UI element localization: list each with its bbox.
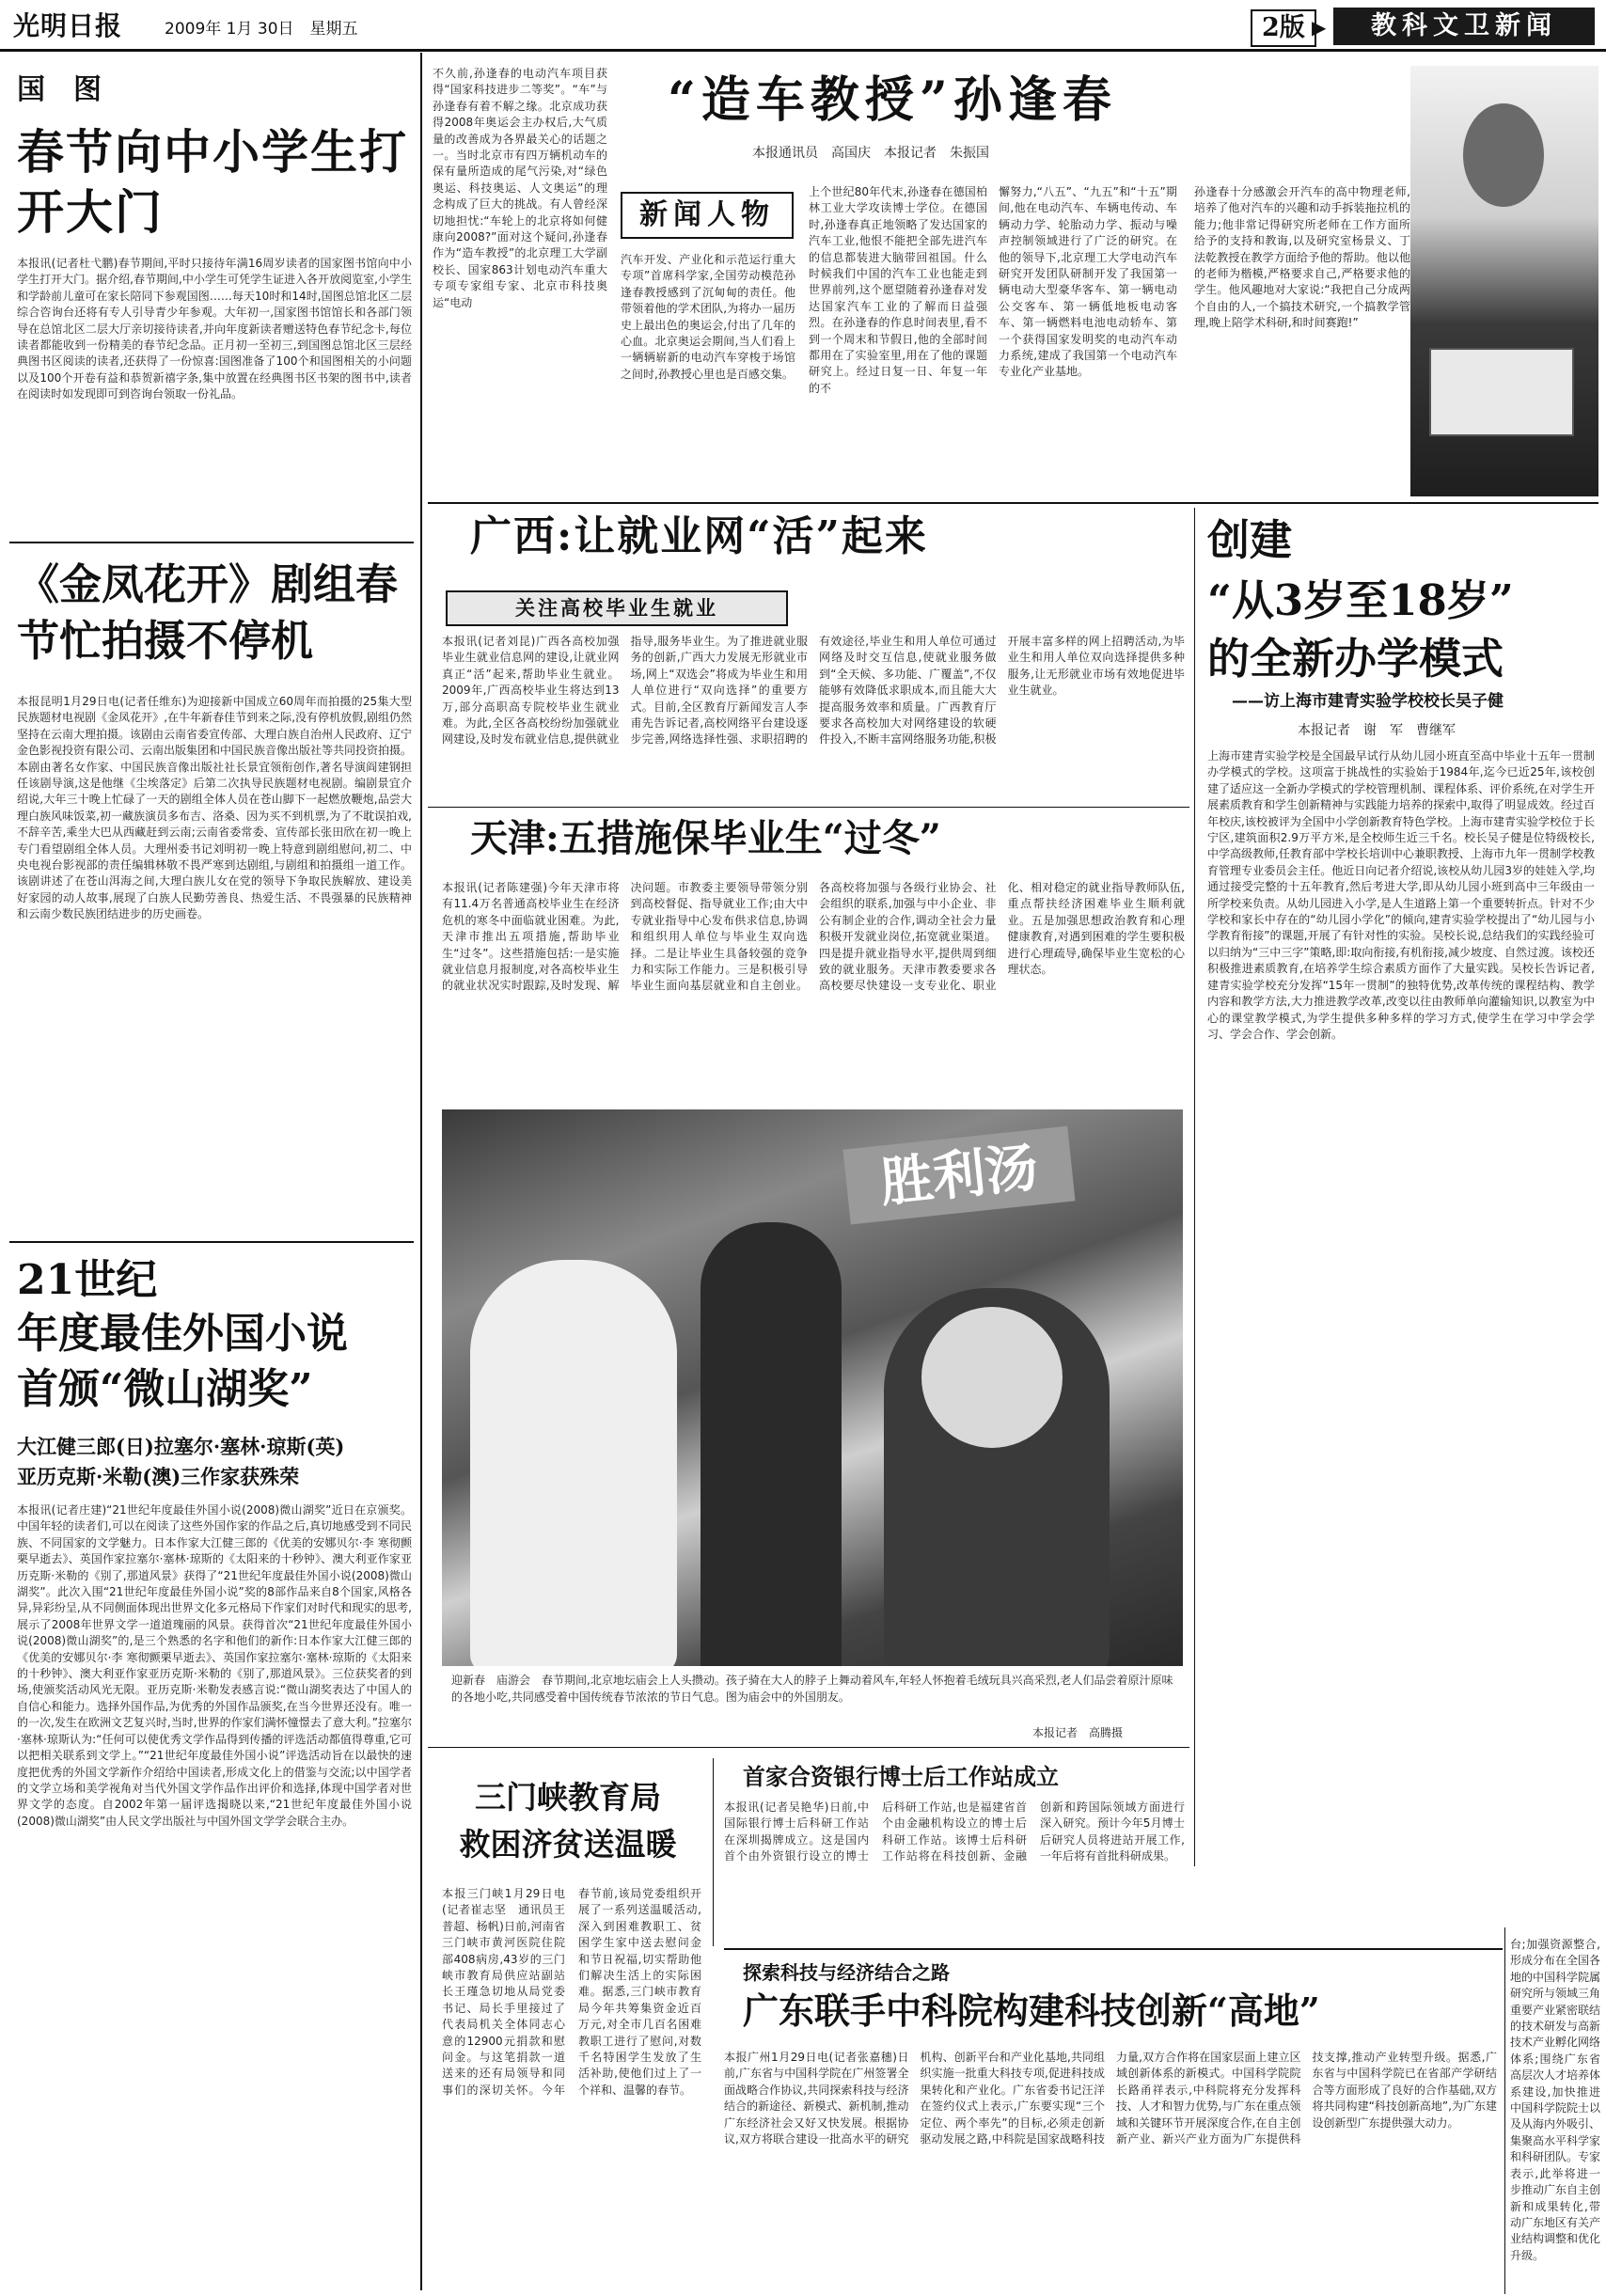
photo-caption: 迎新春 庙游会 春节期间,北京地坛庙会上人头攒动。孩子骑在大人的脖子上舞动着风车,年轻人怀抱着毛绒玩具兴高采烈,老人们品尝着原汁原味的各地小吃,共同感受着中国传统春节浓浓的节日气息。图为庙会中的外国朋友。 <box>451 1674 1173 1704</box>
article-divider <box>9 542 414 543</box>
photo-credit: 本报记者 高腾摄 <box>1032 1726 1124 1739</box>
article-divider <box>428 807 1189 808</box>
issue-date: 2009年 1月 30日 星期五 <box>165 20 358 39</box>
article-title: 天津:五措施保毕业生“过冬” <box>470 816 941 860</box>
article-title: 创建 <box>1207 515 1293 565</box>
article-byline: 本报记者 谢 军 曹继军 <box>1298 723 1456 738</box>
article-body: 本报讯(记者庄建)“21世纪年度最佳外国小说(2008)微山湖奖”近日在京颁奖。中国年轻的读者们,可以在阅读了这些外国作家的作品之后,真切地感受到不同民族、不同国家的文学魅力。日本作家大江健三郎的《优美的安娜贝尔·李 寒彻颤栗早逝去》、英国作家拉塞尔·塞林·琼斯的《太阳来的十秒钟》、澳大利亚作家亚历克斯·米勒的《别了,那道风景》获得了“21世纪年度最佳外国小说(2008)微山湖奖”。此次入围“21世纪年度最佳外国小说”奖的8部作品来自8个国家,风格各异,异彩纷呈,从不同侧面体现出世界文化多元格局下作家们对时代和现实的思考,展示了2008年世界文学一道道瑰丽的风景。获得首次“21世纪年度最佳外国小说(2008)微山湖奖”的,是三个熟悉的名字和他们的新作:日本作家大江健三郎的《优美的安娜贝尔·李 寒彻颤栗早逝去》、英国作家拉塞尔·塞林·琼斯的《太阳来的十秒钟》、澳大利亚作家亚历克斯·米勒的《别了,那道风景》。三位获奖者的到场,使颁奖活动风光无限。亚历克斯·米勒发表感言说:“微山湖奖表达了中国人的自信心和能力。选择外国作品,为优秀的外国作品颁奖,在当今世界还没有。唯一的一次,发生在欧洲文艺复兴时,当时,世界的作家们满怀憧憬去了意大利。”拉塞尔·塞林·琼斯认为:“任何可以使优秀文学作品得到传播的评选活动都值得尊重,它可以把相关联系到文学上。”“21世纪年度最佳外国小说”评选活动旨在以最快的速度把优秀的外国文学新作介绍给中国读者,形成文化上的借鉴与交流;以中国学者的文学立场和美学视角对当代外国文学作品作出评价和选择,体现中国学者对世界文学的态度。自2002年第一届评选揭晓以来,“21世纪年度最佳外国小说(2008)微山湖奖”由人民文学出版社与中国外国文学学会联合主办。 <box>17 1503 412 1828</box>
article-body: 汽车开发、产业化和示范运行重大专项”首席科学家,全国劳动模范孙逢春教授感到了沉甸甸的责任。他带领着他的学术团队,为将办一届历史上最出色的奥运会,付出了几年的心血。北京奥运会期间,当人们看上一辆辆崭新的电动汽车穿梭于场馆之间时,孙教授心里也是百感交集。 <box>621 253 795 381</box>
article-title: 三门峡教育局 <box>475 1779 661 1816</box>
column-divider <box>1504 1927 1505 2294</box>
portrait-head <box>1463 103 1544 207</box>
article-title: 年度最佳外国小说 <box>17 1310 348 1358</box>
article-kicker: 国 图 <box>17 73 102 106</box>
column-divider <box>420 53 422 2290</box>
article-title: “从3岁至18岁” <box>1207 575 1514 625</box>
article-body: 本报讯(记者杜弋鹏)春节期间,平时只接待年满16周岁读者的国家图书馆向中小学生打开大门。据介绍,春节期间,中小学生可凭学生证进入各开放阅览室,小学生和学龄前儿童可在家长陪同下参观国图……每天10时和14时,国图总馆北区二层综合咨询台还将有专人引导青少年参观。大年初一,国家图书馆馆长和各部门领导在总馆北区二层大厅亲切接待读者,并向年度新读者赠送特色春节纪念卡,每位读者都能收到一份精美的春节纪念品。正月初一至初三,到国图总馆北区三层经典图书区阅读的读者,还获得了一份惊喜:国图准备了100个和国图相关的小问题以及100个开卷有益和恭贺新禧字条,集中放置在经典图书区书架的图书中,读者在阅读时如发现即可到咨询台领取一份礼品。 <box>17 257 412 401</box>
article-divider <box>9 1241 414 1243</box>
portrait-photo <box>1410 66 1598 496</box>
article-body: 本报讯(记者陈建强)今年天津市将有11.4万名普通高校毕业生在经济危机的寒冬中面临就业困难。为此,天津市推出五项措施,帮助毕业生“过冬”。这些措施包括:一是实施就业信息月报制度,对各高校毕业生的就业状况实时跟踪,及时发现、解决问题。市教委主要领导带领分别到高校督促、指导就业工作;由大中专就业指导中心发布供求信息,协调和组织用人单位与毕业生双向选择。二是让毕业生具备较强的竞争力和实际工作能力。三是积极引导毕业生面向基层就业和自主创业。各高校将加强与各级行业协会、社会组织的联系,加强与中小企业、非公有制企业的合作,调动全社会力量积极开发就业岗位,拓宽就业渠道。四是提升就业指导水平,提供周到细致的就业服务。天津市教委要求各高校要尽快建设一支专业化、职业化、相对稳定的就业指导教师队伍,重点帮扶经济困难毕业生顺利就业。五是加强思想政治教育和心理健康教育,对遇到困难的学生要积极进行心理疏导,确保毕业生宽松的心理状态。 <box>442 881 1185 993</box>
article-title: 广西:让就业网“活”起来 <box>470 512 928 560</box>
article-divider <box>428 502 1598 504</box>
article-subtitle: 亚历克斯·米勒(澳)三作家获殊荣 <box>17 1465 300 1488</box>
arrow-right-icon: ▶ <box>1312 16 1327 39</box>
article-body: 上个世纪80年代末,孙逢春在德国柏林工业大学攻读博士学位。在德国时,孙逢春真正地领略了发达国家的汽车工业,他恨不能把全部先进汽车的信息都装进大脑带回祖国。什么时候我们中国的汽车工业也能走到世界前列,这个愿望随着孙逢春对发达国家汽车工业的了解而日益强烈。在孙逢春的作息时间表里,看不到一个周末和节假日,他的全部时间都用在了实验室里,用在了他的课题研究上。经过日复一日、年复一年的不 <box>809 185 987 395</box>
festival-photo <box>442 1109 1183 1666</box>
article-title: “造车教授”孙逢春 <box>668 71 1117 129</box>
article-divider <box>724 1948 1503 1950</box>
article-subtitle: ——访上海市建青实验学校校长吴子健 <box>1232 692 1504 711</box>
article-title: 《金凤花开》剧组春节忙拍摄不停机 <box>17 559 399 666</box>
article-body: 本报昆明1月29日电(记者任维东)为迎接新中国成立60周年而拍摄的25集大型民族题材电视剧《金凤花开》,在牛年新春佳节到来之际,没有停机放假,剧组仍然坚持在云南大理拍摄。该剧由云南省委宣传部、大理白族自治州人民政府、辽宁金色影视投资有限公司、云南出版集团和中国民族音像出版社等共同投资拍摄。本剧由著名女作家、中国民族音像出版社社长景宜领衔创作,著名导演阎建钢担任该剧导演,这是他继《尘埃落定》后第二次执导民族题材电视剧。编剧景宜介绍说,大年三十晚上忙碌了一天的剧组全体人员在苍山脚下一起燃放鞭炮,品尝大理白族风味饭菜,初一藏族演员多布吉、洛桑、因为买不到机票,为了不耽误拍戏,不辞辛苦,乘坐大巴从西藏赶到云南;云南省委常委、宣传部长张田欣在初一晚上专门看望剧组全体人员。大理州委书记刘明初一晚上特意到剧组慰问,初二、中央电视台影视部的责任编辑林敬不畏严寒到达剧组,与剧组和拍摄组一道工作。该剧讲述了在苍山洱海之间,大理白族儿女在党的领导下争取民族解放、建设美好家园的动人故事,展现了白族人民勤劳善良、热爱生活、不畏强暴的民族精神和云南少数民族团结进步的历史画卷。 <box>17 695 412 921</box>
article-divider <box>428 1747 1189 1748</box>
article-title: 春节向中小学生打开大门 <box>17 124 408 240</box>
photo-person-2 <box>701 1222 842 1666</box>
photo-person-1 <box>470 1260 677 1666</box>
photo-sign: 胜利汤 <box>842 1126 1075 1225</box>
section-title: 教科文卫新闻 <box>1333 8 1595 45</box>
article-title: 广东联手中科院构建科技创新“高地” <box>743 1989 1320 2032</box>
article-title: 21世纪 <box>17 1256 158 1304</box>
portrait-model-panel <box>1429 348 1574 436</box>
article-title: 首家合资银行博士后工作站成立 <box>743 1763 1059 1790</box>
newspaper-logo: 光明日报 <box>13 10 123 41</box>
news-label: 新闻人物 <box>621 192 794 239</box>
article-body: 懈努力,“八五”、“九五”和“十五”期间,他在电动汽车、车辆电传动、车辆动力学、轮胎动力学、振动与噪声控制领域进行了广泛的研究。在他的领导下,北京理工大学电动汽车研究开发团队研制开发了我国第一辆电动大型豪华客车、第一辆电动公交客车、第一辆低地板电动客车、第一辆燃料电池电动轿车、第一个获得国家发明奖的电动汽车动力系统,建成了我国第一个电动汽车专业化产业基地。 <box>999 185 1177 379</box>
topic-label: 关注高校毕业生就业 <box>446 590 788 626</box>
article-body: 本报广州1月29日电(记者张嘉穗)日前,广东省与中国科学院在广州签署全面战略合作协议,共同探索科技与经济结合的新途径、新模式、新机制,推动广东经济社会又好又快发展。根据协议,双方将联合建设一批高水平的研究机构、创新平台和产业化基地,共同组织实施一批重大科技专项,促进科技成果转化和产业化。广东省委书记汪洋在签约仪式上表示,广东要实现“三个定位、两个率先”的目标,必须走创新驱动发展之路,中科院是国家战略科技力量,双方合作将在国家层面上建立区域创新体系的新模式。中国科学院院长路甬祥表示,中科院将充分发挥科技、人才和智力优势,与广东在重点领域和关键环节开展深度合作,在自主创新产业、新兴产业方面为广东提供科技支撑,推动产业转型升级。据悉,广东省与中国科学院已在省部产学研结合等方面形成了良好的合作基础,双方将共同构建“科技创新高地”,为广东建设创新型广东提供强大动力。 <box>724 2051 1497 2147</box>
article-byline: 本报通讯员 高国庆 本报记者 朱振国 <box>752 146 989 161</box>
page-number: 2版 <box>1251 9 1316 47</box>
article-body: 本报三门峡1月29日电(记者崔志坚 通讯员王普超、杨帆)日前,河南省三门峡市黄河医院住院部408病房,43岁的三门峡市教育局供应站副站长王瑾急切地从局党委书记、局长手里接过了代表局机关全体同志心意的12900元捐款和慰问金。与这笔捐款一道送来的还有局领导和同事们的深切关怀。今年春节前,该局党委组织开展了一系列送温暖活动,深入到困难教职工、贫困学生家中送去慰问金和节日祝福,切实帮助他们解决生活上的实际困难。据悉,三门峡市教育局今年共筹集资金近百万元,对全市几百名困难教职工进行了慰问,对数千名特困学生发放了生活补助,使他们过上了一个祥和、温馨的春节。 <box>442 1887 701 2097</box>
article-subtitle: 大江健三郎(日)拉塞尔·塞林·琼斯(英) <box>17 1435 345 1458</box>
article-title: 的全新办学模式 <box>1207 634 1504 684</box>
article-body: 台;加强资源整合,形成分布在全国各地的中国科学院属研究所与领域三角重要产业紧密联结的技术研发与高新技术产业孵化网络体系;围绕广东省高层次人才培养体系建设,加快推进中国科学院院士以及从海内外吸引、集聚高水平科学家和科研团队。专家表示,此举将进一步推动广东自主创新和成果转化,带动广东地区有关产业结构调整和优化升级。 <box>1510 1938 1600 2262</box>
article-body: 上海市建青实验学校是全国最早试行从幼儿园小班直至高中毕业十五年一贯制办学模式的学校。这项富于挑战性的实验始于1984年,迄今已近25年,该校创建了适应这一全新办学模式的学校管理机制、课程体系、评价系统,在对学生开展素质教育和学生创新精神与实践能力培养的探索中,取得了明显成效。经过百年校庆,该校被评为全国中小学创新教育特色学校。上海市建青实验学校位于长宁区,建筑面积2.9万平方米,是全校师生近三千名。校长吴子健是位特级校长,中学高级教师,任教育部中学校长培训中心兼职教授、上海市九年一贯制学校教育管理专业委员会主任。他近日向记者介绍说,该校从幼儿园3岁的娃娃入学,均通过接受完整的十五年教育,然后考进大学,即从幼儿园小班到高中三年级由一所学校来负责。从幼儿园进入小学,是人生道路上第一个重要转折点。针对不少学校和家长中存在的“幼儿园小学化”的倾向,建青实验学校提出了“幼儿园与小学教育衔接”的课题,开展了有针对性的实验。吴校长说,总结我们的实践经验可以归纳为“三中三字”策略,即:取向衔接,有机衔接,减少坡度、自然过渡。该校还积极推进素质教育,在培养学生综合素质方面作了大量实践。吴校长告诉记者,建青实验学校充分发挥“15年一贯制”的独特优势,改革传统的课程结构、教学内容和教学方法,大力推进教学改革,改变以往由教师单向灌输知识,以教室为中心的课堂教学模式,为学生提供多种多样的学习方式,使学生在学习中学会学习、学会合作、学会创新。 <box>1207 749 1595 1041</box>
article-body: 本报讯(记者刘昆)广西各高校加强毕业生就业信息网的建设,让就业网真正“活”起来,帮助毕业生就业。2009年,广西高校毕业生将达到13万,部分高职高专院校毕业生就业难。为此,全区各高校纷纷加强就业网建设,及时发布就业信息,提供就业指导,服务毕业生。为了推进就业服务的创新,广西大力发展无形就业市场,网上“双选会”将成为毕业生和用人单位进行“双向选择”的重要方式。目前,全区教育厅新闻发言人李甫先告诉记者,高校网络平台建设逐步完善,网络选择性强、求职招聘的有效途径,毕业生和用人单位可通过网络及时交互信息,使就业服务做到“全天候、多功能、广覆盖”,不仅能够有效降低求职成本,而且能大大提高服务效率和质量。广西教育厅要求各高校加大对网络建设的软硬件投入,不断丰富网络服务功能,积极开展丰富多样的网上招聘活动,为毕业生和用人单位双向选择提供多种服务,让无形就业市场有效地促进毕业生就业。 <box>442 635 1185 747</box>
page-header <box>0 0 1606 52</box>
article-title: 首颁“微山湖奖” <box>17 1365 313 1413</box>
article-body: 孙逢春十分感激会开汽车的高中物理老师,培养了他对汽车的兴趣和动手拆装拖拉机的能力;他非常记得研究所老师在工作方面所给予的支持和教诲,以及研究室杨景义、丁法乾教授在教学方面给予他的帮助。他以他的老师为楷模,严格要求自己,严格要求他的学生。他风趣地对大家说:“我把自己分成两个自由的人,一个搞技术研究,一个搞教学管理,晚上陪学术科研,和时间赛跑!” <box>1194 185 1410 330</box>
column-divider <box>713 1758 714 1946</box>
article-body: 不久前,孙逢春的电动汽车项目获得“国家科技进步二等奖”。“车”与孙逢春有着不解之缘。北京成功获得2008年奥运会主办权后,大气质量的改善成为各界最关心的话题之一。当时北京市有四万辆机动车的保有量所造成的尾气污染,对“绿色奥运、科技奥运、人文奥运”的理念构成了巨大的挑战。有人曾经深切地担忧:“车轮上的北京将如何健康向2008?”面对这个疑问,孙逢春作为“造车教授”的北京理工大学副校长、国家863计划电动汽车重大专项专家组专家、北京市科技奥运“电动 <box>433 67 607 309</box>
article-kicker: 探索科技与经济结合之路 <box>743 1961 950 1984</box>
article-body: 本报讯(记者吴艳华)日前,中国际银行博士后科研工作站在深圳揭牌成立。这是国内首个由外资银行设立的博士后科研工作站,也是福建省首个由金融机构设立的博士后科研工作站。该博士后科研工作站将在科技创新、金融创新和跨国际领域方面进行深入研究。预计今年5月博士后研究人员将进站开展工作,一年后将有首批科研成果。 <box>724 1801 1185 1864</box>
article-title: 救困济贫送温暖 <box>459 1826 677 1863</box>
photo-face <box>921 1307 1063 1448</box>
column-divider <box>1194 508 1195 1866</box>
